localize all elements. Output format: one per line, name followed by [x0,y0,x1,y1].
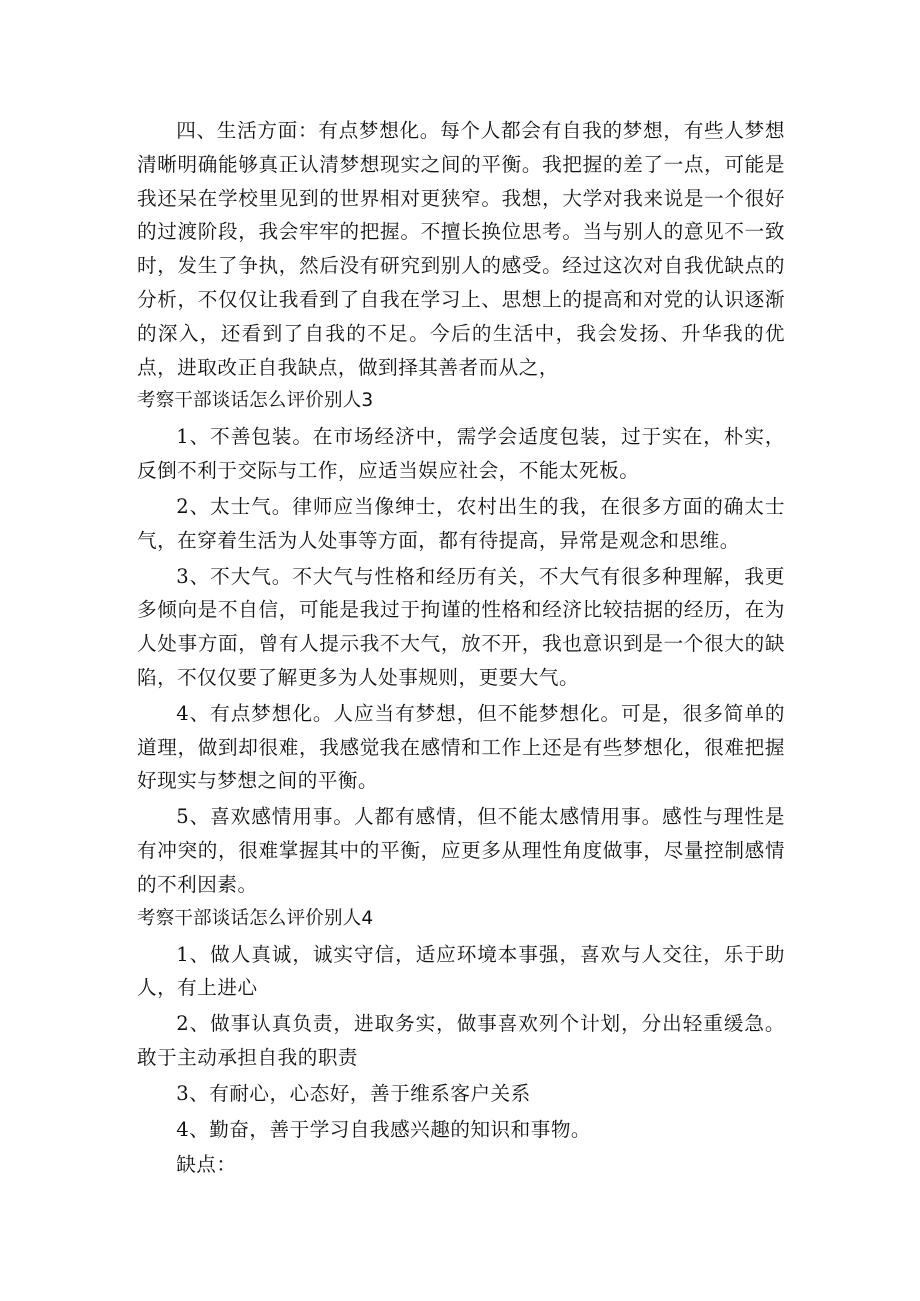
document-body [137,114,785,1182]
section-heading-4: 考察干部谈话怎么评价别人4 [137,907,374,929]
strength-item-1: 1、做人真诚，诚实守信，适应环境本事强，喜欢与人交往，乐于助人，有上进心 [137,942,785,1000]
list-item-5: 5、喜欢感情用事。人都有感情，但不能太感情用事。感性与理性是有冲突的，很难掌握其中的平衡，应更多从理性角度做事，尽量控制感情的不利因素。 [137,805,785,896]
list-item-4: 4、有点梦想化。人应当有梦想，但不能梦想化。可是，很多简单的道理，做到却很难，我感觉我在感情和工作上还是有些梦想化，很难把握好现实与梦想之间的平衡。 [137,701,785,793]
list-item-3: 3、不大气。不大气与性格和经历有关，不大气有很多种理解，我更多倾向是不自信，可能是我过于拘谨的性格和经济比较拮据的经历，在为人处事方面，曾有人提示我不大气，放不开，我也意识到是一个很大的缺陷，不仅仅要了解更多为人处事规则，更要大气。 [137,564,785,689]
list-item-1: 1、不善包装。在市场经济中，需学会适度包装，过于实在，朴实，反倒不利于交际与工作，应适当娱应社会，不能太死板。 [137,425,785,483]
strength-item-3: 3、有耐心，心态好，善于维系客户关系 [176,1081,531,1105]
weakness-label: 缺点： [176,1153,237,1177]
section-heading-3: 考察干部谈话怎么评价别人3 [137,390,374,412]
list-item-2: 2、太士气。律师应当像绅士，农村出生的我，在很多方面的确太士气，在穿着生活为人处事等方面，都有待提高，异常是观念和思维。 [137,494,785,552]
paragraph-life-aspect: 四、生活方面：有点梦想化。每个人都会有自我的梦想，有些人梦想清晰明确能够真正认清梦想现实之间的平衡。我把握的差了一点，可能是我还呆在学校里见到的世界相对更狭窄。我想，大学对我来说是一个很好的过渡阶段，我会牢牢的把握。不擅长换位思考。当与别人的意见不一致时，发生了争执，然后没有研究到别人的感受。经过这次对自我优缺点的分析，不仅仅让我看到了自我在学习上、思想上的提高和对党的认识逐渐的深入，还看到了自我的不足。今后的生活中，我会发扬、升华我的优点，进取改正自我缺点，做到择其善者而从之， [137,119,785,379]
strength-item-4: 4、勤奋，善于学习自我感兴趣的知识和事物。 [176,1117,592,1141]
strength-item-2: 2、做事认真负责，进取务实，做事喜欢列个计划，分出轻重缓急。敢于主动承担自我的职责 [137,1012,785,1069]
